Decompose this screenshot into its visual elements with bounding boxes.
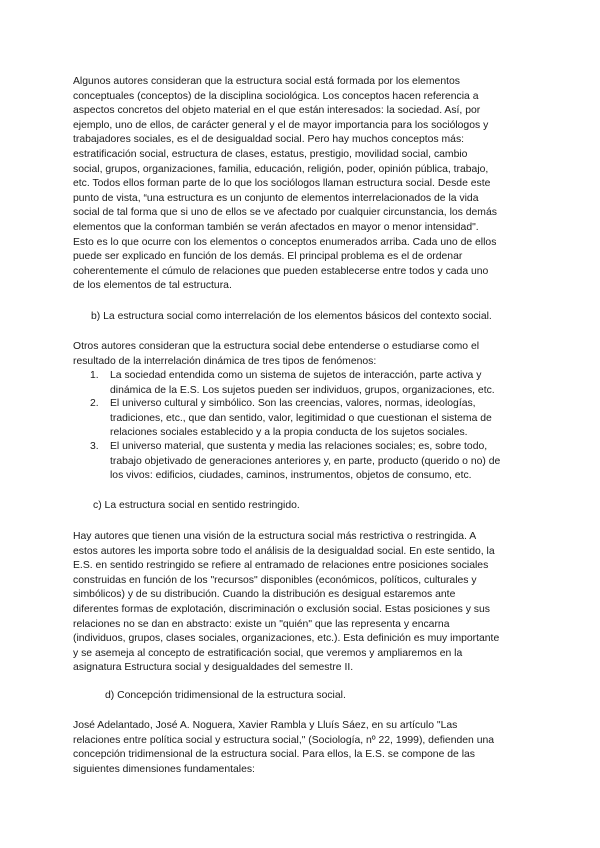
- text-line: E.S. en sentido restringido se refiere al entramado de relaciones entre posiciones sociales: [73, 560, 489, 572]
- text-line: social, grupos, organizaciones, familia, educación, religión, poder, opinión pública, trabajo,: [73, 163, 489, 175]
- text-line: conceptuales (conceptos) de la disciplina sociológica. Los conceptos hacen referencia a: [73, 90, 479, 102]
- intro-paragraph: [73, 75, 533, 294]
- list-number: 1.: [90, 370, 99, 381]
- text-line: relaciones entre política social y estructura social," (Sociología, nº 22, 1999), defienden una: [73, 734, 495, 746]
- text-line: resultado de la interrelación dinámica de tres tipos de fenómenos:: [73, 355, 377, 367]
- text-line: dinámica de la E.S. Los sujetos pueden ser individuos, grupos, organizaciones, etc.: [110, 384, 495, 396]
- text-line: Otros autores consideran que la estructura social debe entenderse o estudiarse como el: [73, 341, 480, 352]
- text-line: siguientes dimensiones fundamentales:: [73, 763, 255, 775]
- section-b-intro: [73, 340, 533, 369]
- section-c-heading: c) La estructura social en sentido restringido.: [93, 500, 300, 511]
- text-line: relaciones no se dan en abstracto: existe un "quién" que las representa y encarna: [73, 618, 450, 630]
- text-line: relaciones sociales establecido y a la propia conducta de los sujetos sociales.: [110, 427, 468, 439]
- text-line: trabajadores sociales, es el de desigualdad social. Pero hay muchos conceptos más:: [73, 134, 465, 146]
- section-d-paragraph: [73, 719, 533, 777]
- text-line: Esto es lo que ocurre con los elementos o conceptos enumerados arriba. Cada uno de ellos: [73, 236, 497, 248]
- text-line: El universo cultural y simbólico. Son las creencias, valores, normas, ideologías,: [110, 398, 476, 409]
- text-line: Hay autores que tienen una visión de la estructura social más restrictiva o restringida. A: [73, 531, 477, 542]
- text-line: etc. Todos ellos forman parte de lo que los sociólogos llaman estructura social. Desde este: [73, 178, 491, 190]
- text-line: diferentes formas de explotación, discriminación o exclusión social. Estas posiciones y sus: [73, 603, 490, 615]
- text-line: puede ser explicado en función de los demás. El principal problema es el de ordenar: [73, 251, 463, 263]
- text-line: tradiciones, etc., que dan sentido, valor, legitimidad o que cuestionan el sistema de: [110, 412, 492, 424]
- text-line: ejemplo, uno de ellos, de carácter general y el de mayor importancia para los sociólogos y: [73, 119, 489, 131]
- text-line: La sociedad entendida como un sistema de sujetos de interacción, parte activa y: [110, 370, 482, 381]
- section-b-heading: b) La estructura social como interrelación de los elementos básicos del contexto social.: [91, 311, 492, 322]
- text-line: coherentemente el cúmulo de relaciones que pueden establecerse entre todos y cada uno: [73, 265, 489, 277]
- text-line: estos autores les importa sobre todo el análisis de la desigualdad social. En este sentido, la: [73, 545, 495, 557]
- text-line: aspectos concretos del objeto material en el que están interesados: la sociedad. Así, por: [73, 105, 481, 117]
- text-line: los vivos: edificios, ciudades, caminos, instrumentos, objetos de consumo, etc.: [110, 470, 472, 482]
- text-line: social de tal forma que si uno de ellos se ve afectado por cualquier circunstancia, los demás: [73, 207, 497, 219]
- text-line: concepción tridimensional de la estructura social. Para ellos, la E.S. se compone de las: [73, 749, 475, 761]
- text-line: y se asemeja al concepto de estratificación social, que veremos y ampliaremos en la: [73, 647, 463, 659]
- text-line: José Adelantado, José A. Noguera, Xavier Rambla y Lluís Sáez, en su artículo "Las: [73, 720, 458, 731]
- text-line: elementos que la conforman también se verán afectados en mayor o menor intensidad".: [73, 221, 479, 233]
- section-c-paragraph: [73, 530, 533, 676]
- list-number: 2.: [90, 398, 99, 409]
- text-line: de los elementos de tal estructura.: [73, 280, 232, 292]
- list-number: 3.: [90, 441, 99, 452]
- text-line: construidas en función de los "recursos" disponibles (económicos, políticos, culturales y: [73, 574, 477, 586]
- text-line: (individuos, grupos, clases sociales, organizaciones, etc.). Esta definición es muy importante: [73, 633, 500, 645]
- text-line: trabajo objetivado de generaciones anteriores y, en parte, producto (querido o no) de: [110, 455, 501, 467]
- text-line: estratificación social, estructura de clases, estatus, prestigio, movilidad social, cambio: [73, 148, 468, 160]
- text-line: El universo material, que sustenta y media las relaciones sociales; es, sobre todo,: [110, 441, 488, 452]
- text-line: simbólicos) y de su distribución. Cuando la distribución es desigual estaremos ante: [73, 589, 456, 601]
- text-line: Algunos autores consideran que la estructura social está formada por los elementos: [73, 76, 460, 87]
- section-d-heading: d) Concepción tridimensional de la estructura social.: [105, 690, 346, 701]
- text-line: punto de vista, “una estructura es un conjunto de elementos interrelacionados de la vida: [73, 192, 479, 204]
- text-line: asignatura Estructura social y desigualdades del semestre II.: [73, 662, 354, 674]
